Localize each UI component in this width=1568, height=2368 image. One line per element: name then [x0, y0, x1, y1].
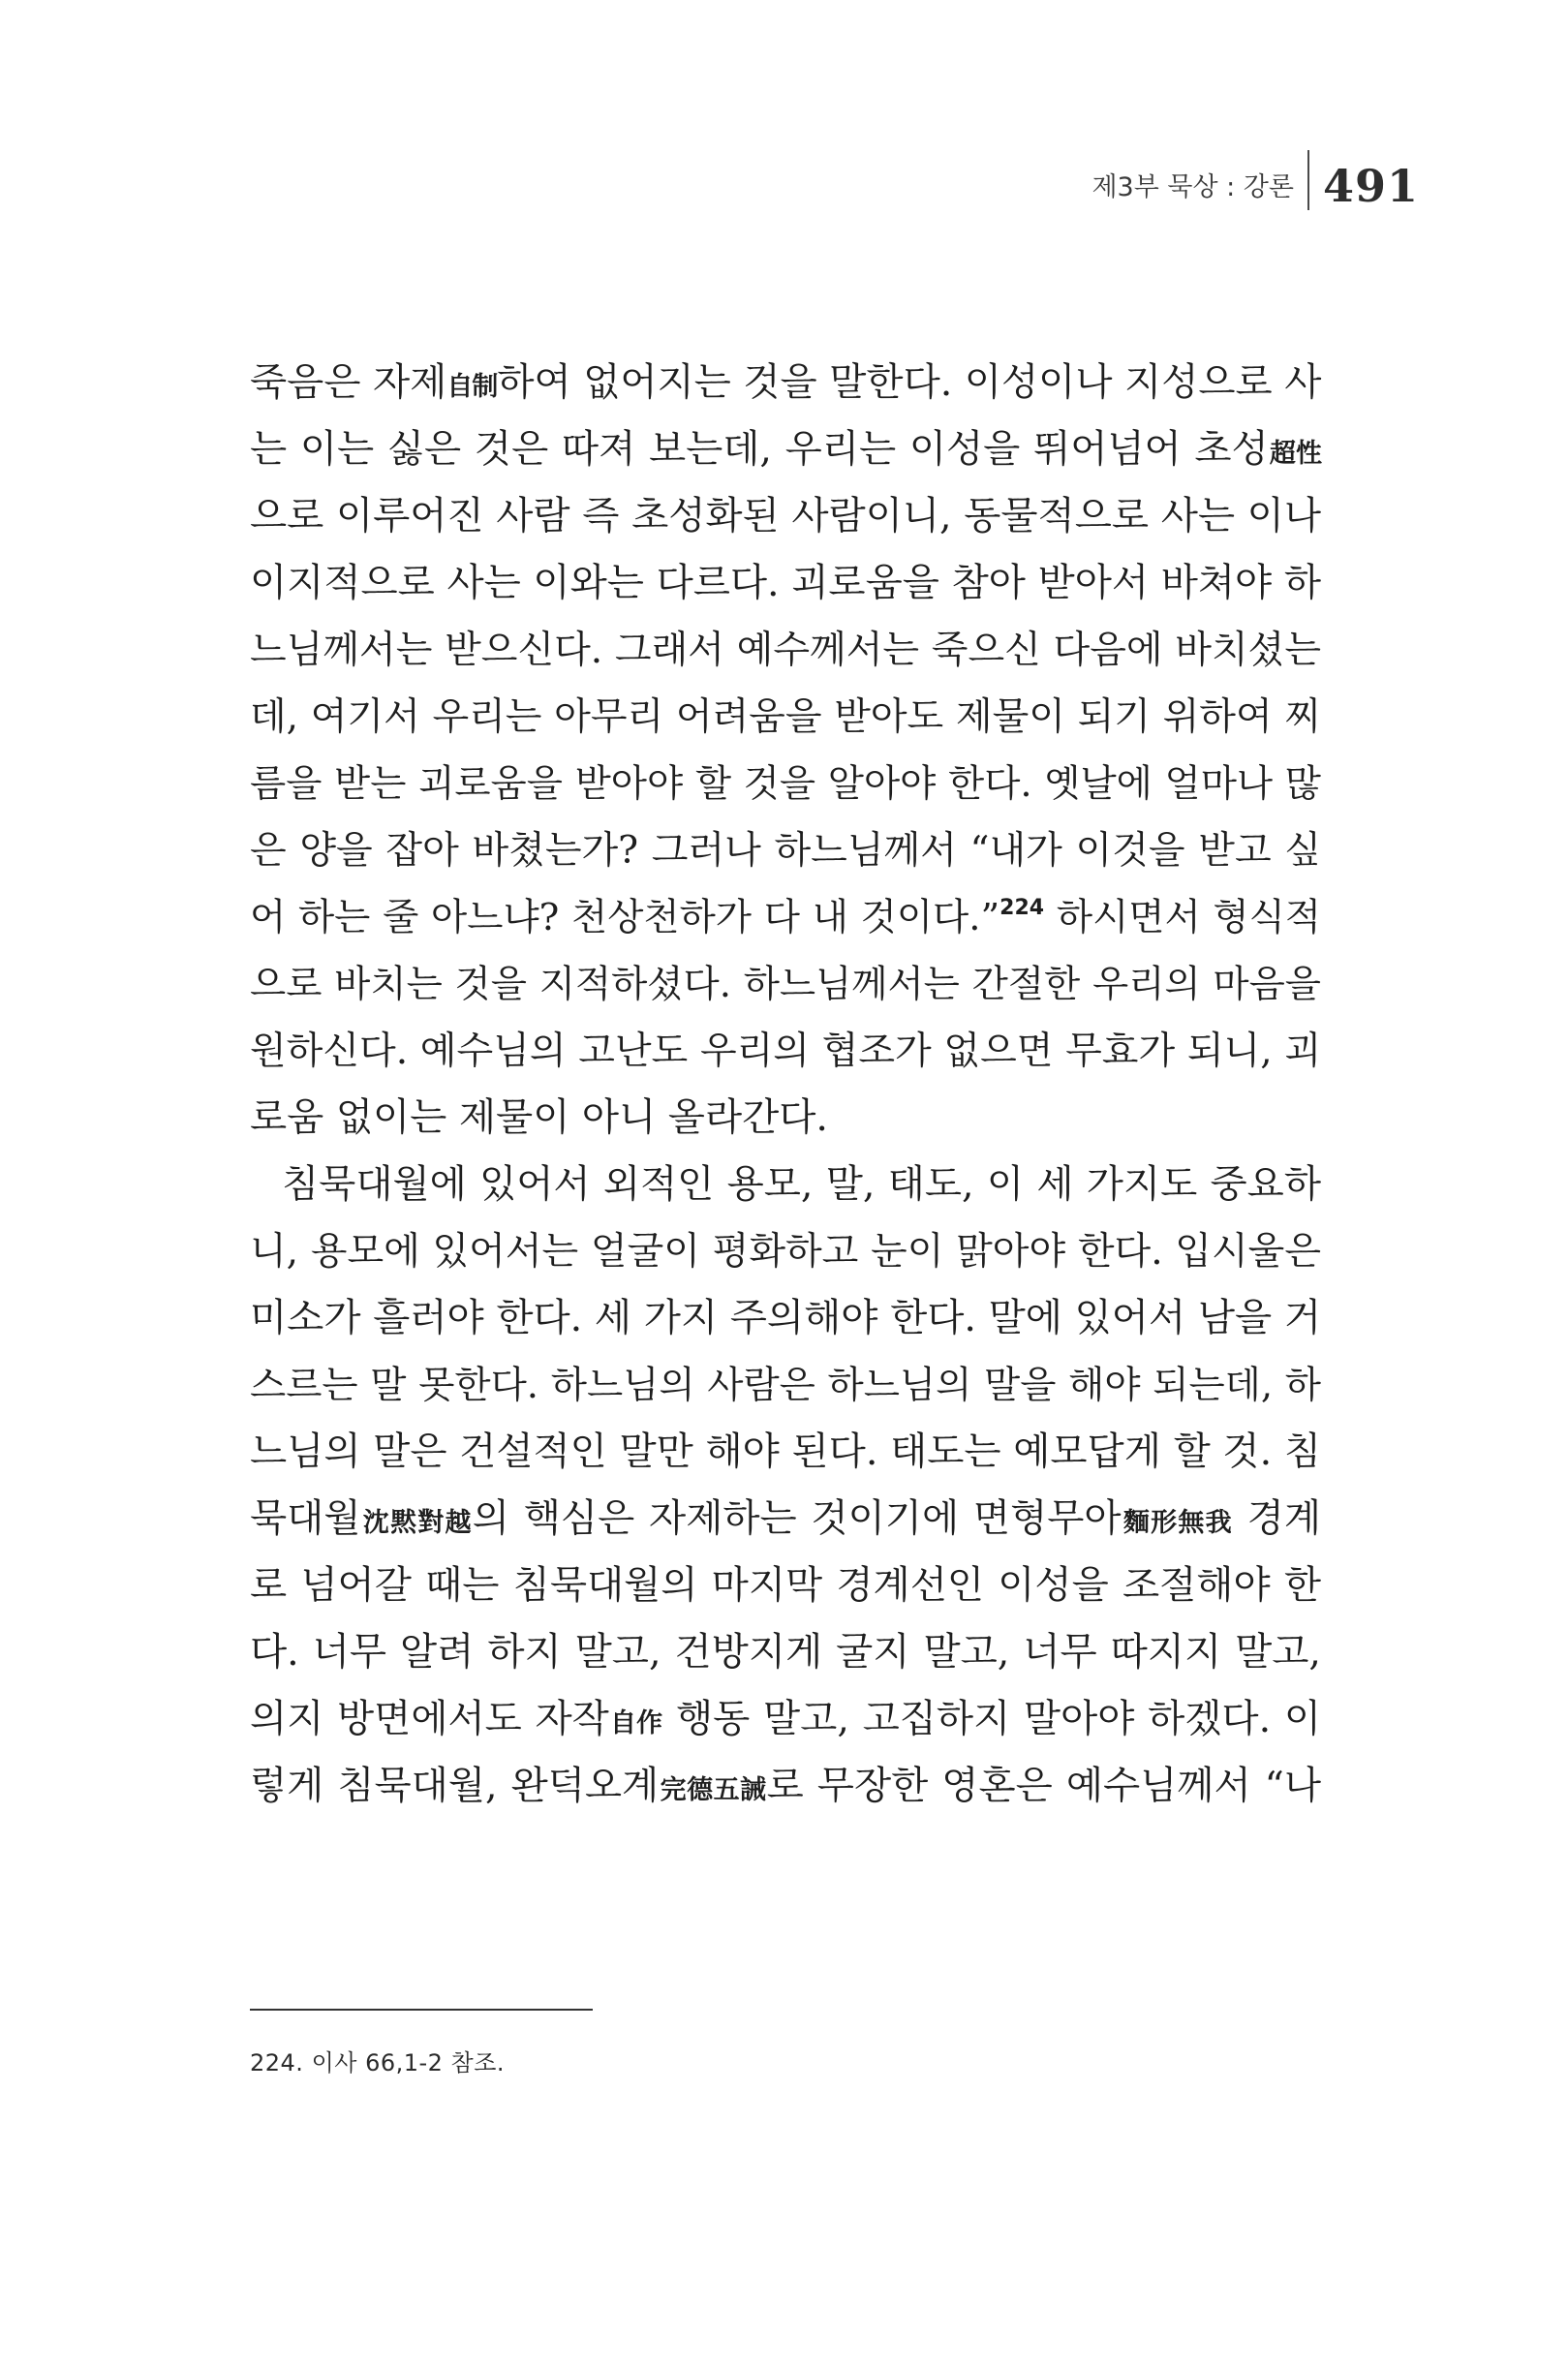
text-run: 는 이는 싫은 것은 따져 보는데, 우리는 이성을 뛰어넘어 초성 — [250, 427, 1269, 472]
hanja-gloss: 自制 — [446, 372, 498, 402]
text-line — [250, 1686, 1321, 1753]
text-line — [250, 1486, 1321, 1553]
text-line — [250, 1018, 1321, 1085]
text-line — [250, 1619, 1321, 1686]
text-line — [250, 483, 1321, 550]
text-run: 죽음은 자제 — [250, 360, 447, 405]
text-run: 원하신다. 예수님의 고난도 우리의 협조가 없으면 무효가 되니, 괴 — [250, 1030, 1321, 1073]
text-run: 니, 용모에 있어서는 얼굴이 평화하고 눈이 맑아야 한다. 입시울은 — [250, 1230, 1321, 1274]
text-line — [250, 1553, 1321, 1619]
text-run: 의지 방면에서도 자작 — [250, 1697, 609, 1741]
text-line — [250, 1218, 1321, 1285]
text-run: 로 무장한 영혼은 예수님께서 “나 — [766, 1764, 1321, 1808]
text-line — [250, 751, 1321, 817]
text-line — [250, 1152, 1321, 1218]
running-title: 제3부 묵상 : 강론 — [1091, 171, 1294, 202]
text-run: 의 핵심은 자제하는 것이기에 면형무아 — [472, 1496, 1122, 1541]
footnote-reference: 224 — [999, 896, 1045, 920]
text-run: 행동 말고, 고집하지 말아야 하겠다. 이 — [662, 1697, 1321, 1741]
running-header — [1091, 141, 1419, 219]
text-run: 로 넘어갈 때는 침묵대월의 마지막 경계선인 이성을 조절해야 한 — [250, 1563, 1321, 1608]
text-run: 침묵대월에 있어서 외적인 용모, 말, 태도, 이 세 가지도 중요하 — [282, 1162, 1321, 1207]
text-line — [250, 817, 1321, 884]
body-text — [250, 350, 1321, 1820]
text-line — [250, 884, 1321, 951]
text-line — [250, 684, 1321, 751]
text-line — [250, 1352, 1321, 1419]
text-line — [250, 951, 1321, 1018]
text-line — [250, 1285, 1321, 1352]
text-run: 이지적으로 사는 이와는 다르다. 괴로움을 참아 받아서 바쳐야 하 — [250, 561, 1321, 605]
text-run: 렇게 침묵대월, 완덕오계 — [250, 1764, 660, 1808]
text-run: 어 하는 줄 아느냐? 천상천하가 다 내 것이다.” — [250, 896, 1000, 939]
text-run: 다. 너무 알려 하지 말고, 건방지게 굴지 말고, 너무 따지지 말고, — [250, 1630, 1321, 1675]
header-divider — [1307, 150, 1309, 210]
hanja-gloss: 超性 — [1268, 439, 1322, 469]
hanja-gloss: 麵形無我 — [1121, 1508, 1233, 1538]
text-run: 으로 바치는 것을 지적하셨다. 하느님께서는 간절한 우리의 마음을 — [250, 963, 1321, 1006]
text-line — [250, 350, 1321, 416]
text-run: 느님께서는 받으신다. 그래서 예수께서는 죽으신 다음에 바치셨는 — [250, 629, 1321, 672]
text-run: 경계 — [1232, 1496, 1321, 1541]
text-run: 미소가 흘러야 한다. 세 가지 주의해야 한다. 말에 있어서 남을 거 — [250, 1296, 1321, 1340]
text-run: 하시면서 형식적 — [1044, 896, 1321, 939]
text-line — [250, 416, 1321, 483]
text-line — [250, 1753, 1321, 1820]
hanja-gloss: 自作 — [608, 1708, 663, 1738]
text-line — [250, 550, 1321, 617]
text-line — [250, 1419, 1321, 1486]
text-run: 하여 없어지는 것을 말한다. 이성이나 지성으로 사 — [497, 360, 1322, 405]
hanja-gloss: 沈黙對越 — [360, 1508, 473, 1538]
text-run: 로움 없이는 제물이 아니 올라간다. — [250, 1095, 828, 1140]
text-run: 데, 여기서 우리는 아무리 어려움을 받아도 제물이 되기 위하여 찌 — [250, 695, 1321, 739]
hanja-gloss: 完德五誡 — [659, 1775, 767, 1805]
text-run: 은 양을 잡아 바쳤는가? 그러나 하느님께서 “내가 이것을 받고 싶 — [250, 829, 1321, 873]
text-run: 스르는 말 못한다. 하느님의 사람은 하느님의 말을 해야 되는데, 하 — [250, 1364, 1321, 1407]
footnote-divider — [250, 2009, 593, 2011]
text-run: 으로 이루어진 사람 즉 초성화된 사람이니, 동물적으로 사는 이나 — [250, 494, 1321, 538]
text-line — [250, 1085, 1321, 1152]
text-line — [250, 617, 1321, 684]
footnote: 224. 이사 66,1-2 참조. — [250, 2049, 506, 2076]
text-run: 느님의 말은 건설적인 말만 해야 된다. 태도는 예모답게 할 것. 침 — [250, 1430, 1321, 1474]
text-run: 묵대월 — [250, 1496, 361, 1541]
text-run: 름을 받는 괴로움을 받아야 할 것을 알아야 한다. 옛날에 얼마나 많 — [250, 762, 1321, 806]
page-number: 491 — [1322, 160, 1419, 212]
